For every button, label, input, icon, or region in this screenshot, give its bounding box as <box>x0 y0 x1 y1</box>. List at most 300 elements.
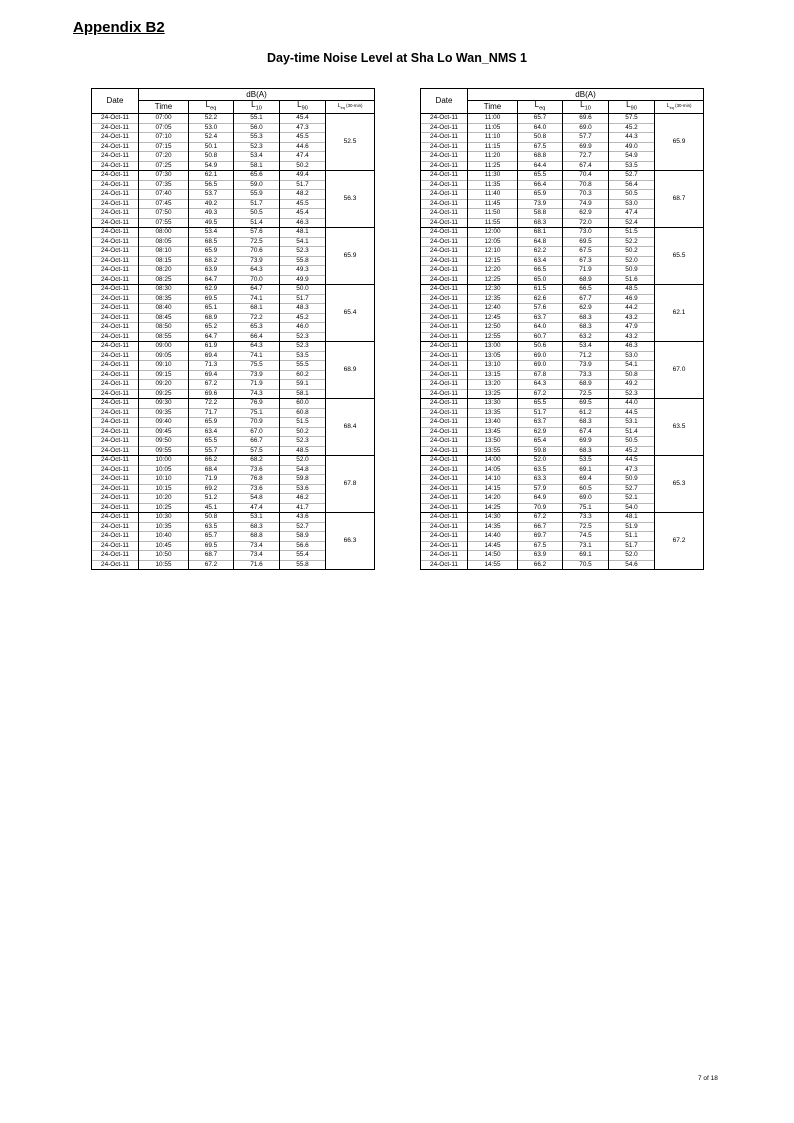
leq-cell: 49.3 <box>189 209 234 219</box>
header-unit: dB(A) <box>139 89 375 101</box>
leq-cell: 62.6 <box>518 294 563 304</box>
l10-cell: 66.5 <box>563 285 609 295</box>
date-cell: 24-Oct-11 <box>421 484 468 494</box>
l10-cell: 53.4 <box>234 152 280 162</box>
date-cell: 24-Oct-11 <box>92 399 139 409</box>
l90-cell: 52.7 <box>280 522 326 532</box>
date-cell: 24-Oct-11 <box>421 133 468 143</box>
leq-cell: 67.2 <box>189 380 234 390</box>
l10-cell: 70.8 <box>563 180 609 190</box>
l10-cell: 68.2 <box>234 456 280 466</box>
leq-cell: 69.0 <box>518 351 563 361</box>
leq-cell: 68.5 <box>189 237 234 247</box>
date-cell: 24-Oct-11 <box>92 332 139 342</box>
leq-30min-cell: 68.7 <box>655 171 704 228</box>
date-cell: 24-Oct-11 <box>421 209 468 219</box>
l90-cell: 48.5 <box>280 446 326 456</box>
time-cell: 14:55 <box>468 560 518 570</box>
l90-cell: 51.5 <box>609 228 655 238</box>
table-row <box>92 399 375 409</box>
l10-cell: 69.0 <box>563 494 609 504</box>
l10-cell: 68.3 <box>563 446 609 456</box>
time-cell: 12:00 <box>468 228 518 238</box>
l10-cell: 73.9 <box>234 370 280 380</box>
l10-cell: 68.9 <box>563 275 609 285</box>
leq-cell: 64.7 <box>189 332 234 342</box>
l10-cell: 73.4 <box>234 541 280 551</box>
l90-cell: 50.9 <box>609 266 655 276</box>
leq-cell: 67.2 <box>518 389 563 399</box>
l10-cell: 73.6 <box>234 484 280 494</box>
leq-cell: 68.9 <box>189 313 234 323</box>
l90-cell: 52.0 <box>280 456 326 466</box>
leq-cell: 67.8 <box>518 370 563 380</box>
l90-cell: 46.2 <box>280 494 326 504</box>
l90-cell: 52.1 <box>609 494 655 504</box>
l10-cell: 73.0 <box>563 228 609 238</box>
l90-cell: 50.2 <box>280 427 326 437</box>
time-cell: 10:25 <box>139 503 189 513</box>
date-cell: 24-Oct-11 <box>421 266 468 276</box>
leq-30min-cell: 67.0 <box>655 342 704 399</box>
l10-cell: 67.4 <box>563 427 609 437</box>
date-cell: 24-Oct-11 <box>92 503 139 513</box>
leq-cell: 69.4 <box>189 351 234 361</box>
date-cell: 24-Oct-11 <box>421 399 468 409</box>
l90-cell: 58.9 <box>280 532 326 542</box>
time-cell: 11:05 <box>468 123 518 133</box>
leq-cell: 64.4 <box>518 161 563 171</box>
time-cell: 10:20 <box>139 494 189 504</box>
l10-cell: 69.1 <box>563 551 609 561</box>
leq-30min-cell: 52.5 <box>326 114 375 171</box>
time-cell: 10:00 <box>139 456 189 466</box>
l90-cell: 52.4 <box>609 218 655 228</box>
l90-cell: 47.9 <box>609 323 655 333</box>
leq-cell: 63.4 <box>189 427 234 437</box>
l10-cell: 68.3 <box>563 323 609 333</box>
leq-cell: 64.8 <box>518 237 563 247</box>
l10-cell: 59.0 <box>234 180 280 190</box>
date-cell: 24-Oct-11 <box>421 351 468 361</box>
l10-cell: 72.5 <box>563 522 609 532</box>
leq-cell: 62.1 <box>189 171 234 181</box>
l90-cell: 47.3 <box>280 123 326 133</box>
time-cell: 11:10 <box>468 133 518 143</box>
l10-cell: 72.2 <box>234 313 280 323</box>
date-cell: 24-Oct-11 <box>92 190 139 200</box>
time-cell: 12:10 <box>468 247 518 257</box>
l90-cell: 50.2 <box>280 161 326 171</box>
date-cell: 24-Oct-11 <box>421 513 468 523</box>
date-cell: 24-Oct-11 <box>421 123 468 133</box>
date-cell: 24-Oct-11 <box>92 351 139 361</box>
date-cell: 24-Oct-11 <box>92 237 139 247</box>
leq-30min-cell: 65.3 <box>655 456 704 513</box>
leq-cell: 68.4 <box>189 465 234 475</box>
leq-cell: 63.5 <box>518 465 563 475</box>
time-cell: 07:00 <box>139 114 189 124</box>
leq-cell: 66.5 <box>518 266 563 276</box>
date-cell: 24-Oct-11 <box>92 484 139 494</box>
time-cell: 09:00 <box>139 342 189 352</box>
leq-cell: 50.8 <box>518 133 563 143</box>
time-cell: 11:35 <box>468 180 518 190</box>
l10-cell: 68.8 <box>234 532 280 542</box>
leq-cell: 50.8 <box>189 152 234 162</box>
l90-cell: 51.7 <box>609 541 655 551</box>
l90-cell: 54.6 <box>609 560 655 570</box>
date-cell: 24-Oct-11 <box>421 456 468 466</box>
l90-cell: 58.1 <box>280 389 326 399</box>
l10-cell: 66.7 <box>234 437 280 447</box>
l90-cell: 51.1 <box>609 532 655 542</box>
date-cell: 24-Oct-11 <box>92 370 139 380</box>
date-cell: 24-Oct-11 <box>421 361 468 371</box>
l10-cell: 68.3 <box>563 418 609 428</box>
date-cell: 24-Oct-11 <box>421 142 468 152</box>
l10-cell: 67.5 <box>563 247 609 257</box>
l10-cell: 64.7 <box>234 285 280 295</box>
date-cell: 24-Oct-11 <box>92 180 139 190</box>
time-cell: 08:15 <box>139 256 189 266</box>
l90-cell: 53.6 <box>280 484 326 494</box>
leq-cell: 65.9 <box>189 247 234 257</box>
header-l90: $L_{90}$ <box>280 101 326 114</box>
l90-cell: 45.2 <box>280 313 326 323</box>
l90-cell: 45.5 <box>280 133 326 143</box>
leq-30min-cell: 67.2 <box>655 513 704 570</box>
leq-cell: 65.5 <box>189 437 234 447</box>
leq-cell: 65.0 <box>518 275 563 285</box>
date-cell: 24-Oct-11 <box>92 465 139 475</box>
l90-cell: 45.4 <box>280 114 326 124</box>
l10-cell: 74.5 <box>563 532 609 542</box>
l90-cell: 53.5 <box>280 351 326 361</box>
header-l10: $L_{10}$ <box>234 101 280 114</box>
date-cell: 24-Oct-11 <box>421 256 468 266</box>
date-cell: 24-Oct-11 <box>421 437 468 447</box>
date-cell: 24-Oct-11 <box>421 218 468 228</box>
date-cell: 24-Oct-11 <box>92 247 139 257</box>
date-cell: 24-Oct-11 <box>92 275 139 285</box>
l90-cell: 55.8 <box>280 256 326 266</box>
date-cell: 24-Oct-11 <box>421 199 468 209</box>
time-cell: 12:40 <box>468 304 518 314</box>
date-cell: 24-Oct-11 <box>421 294 468 304</box>
table-row <box>92 342 375 352</box>
leq-cell: 66.7 <box>518 522 563 532</box>
l10-cell: 73.9 <box>563 361 609 371</box>
time-cell: 08:30 <box>139 285 189 295</box>
l10-cell: 55.3 <box>234 133 280 143</box>
header-l90: $L_{90}$ <box>609 101 655 114</box>
time-cell: 14:10 <box>468 475 518 485</box>
leq-cell: 50.6 <box>518 342 563 352</box>
date-cell: 24-Oct-11 <box>92 142 139 152</box>
l90-cell: 44.2 <box>609 304 655 314</box>
header-date: Date <box>421 89 468 114</box>
leq-cell: 53.7 <box>189 190 234 200</box>
leq-cell: 53.4 <box>189 228 234 238</box>
l10-cell: 69.0 <box>563 123 609 133</box>
l90-cell: 59.8 <box>280 475 326 485</box>
l90-cell: 48.3 <box>280 304 326 314</box>
time-cell: 13:05 <box>468 351 518 361</box>
table-row <box>421 171 704 181</box>
table-body-right <box>421 114 704 570</box>
leq-cell: 49.5 <box>189 218 234 228</box>
time-cell: 13:30 <box>468 399 518 409</box>
time-cell: 10:50 <box>139 551 189 561</box>
table-row <box>92 228 375 238</box>
date-cell: 24-Oct-11 <box>92 560 139 570</box>
l10-cell: 72.5 <box>234 237 280 247</box>
table-row <box>421 285 704 295</box>
leq-cell: 60.7 <box>518 332 563 342</box>
table-row <box>421 114 704 124</box>
leq-cell: 51.7 <box>518 408 563 418</box>
time-cell: 12:35 <box>468 294 518 304</box>
leq-cell: 67.5 <box>518 142 563 152</box>
leq-cell: 68.7 <box>189 551 234 561</box>
l90-cell: 52.7 <box>609 171 655 181</box>
time-cell: 12:20 <box>468 266 518 276</box>
l90-cell: 50.5 <box>609 190 655 200</box>
leq-cell: 63.9 <box>518 551 563 561</box>
time-cell: 12:05 <box>468 237 518 247</box>
date-cell: 24-Oct-11 <box>92 427 139 437</box>
noise-table-right <box>420 88 704 570</box>
l90-cell: 45.2 <box>609 446 655 456</box>
leq-30min-cell: 65.9 <box>326 228 375 285</box>
l90-cell: 51.9 <box>609 522 655 532</box>
l10-cell: 69.9 <box>563 142 609 152</box>
time-cell: 11:55 <box>468 218 518 228</box>
l10-cell: 64.3 <box>234 266 280 276</box>
l10-cell: 56.0 <box>234 123 280 133</box>
date-cell: 24-Oct-11 <box>92 361 139 371</box>
time-cell: 13:50 <box>468 437 518 447</box>
l10-cell: 70.6 <box>234 247 280 257</box>
leq-cell: 63.5 <box>189 522 234 532</box>
l90-cell: 56.6 <box>280 541 326 551</box>
time-cell: 13:45 <box>468 427 518 437</box>
l90-cell: 44.6 <box>280 142 326 152</box>
l10-cell: 74.1 <box>234 294 280 304</box>
l10-cell: 51.4 <box>234 218 280 228</box>
leq-cell: 59.8 <box>518 446 563 456</box>
header-leq: $L_{eq}$ <box>189 101 234 114</box>
l10-cell: 73.3 <box>563 370 609 380</box>
time-cell: 07:15 <box>139 142 189 152</box>
time-cell: 09:55 <box>139 446 189 456</box>
time-cell: 08:55 <box>139 332 189 342</box>
time-cell: 07:20 <box>139 152 189 162</box>
l10-cell: 64.3 <box>234 342 280 352</box>
header-unit: dB(A) <box>468 89 704 101</box>
leq-cell: 69.6 <box>189 389 234 399</box>
l90-cell: 51.7 <box>280 294 326 304</box>
leq-cell: 73.9 <box>518 199 563 209</box>
l10-cell: 68.9 <box>563 380 609 390</box>
leq-30min-cell: 65.4 <box>326 285 375 342</box>
l10-cell: 69.9 <box>563 437 609 447</box>
time-cell: 10:05 <box>139 465 189 475</box>
leq-cell: 63.7 <box>518 313 563 323</box>
l10-cell: 55.9 <box>234 190 280 200</box>
time-cell: 14:15 <box>468 484 518 494</box>
leq-cell: 52.4 <box>189 133 234 143</box>
date-cell: 24-Oct-11 <box>421 190 468 200</box>
time-cell: 10:10 <box>139 475 189 485</box>
l90-cell: 48.1 <box>609 513 655 523</box>
time-cell: 14:05 <box>468 465 518 475</box>
l90-cell: 50.9 <box>609 475 655 485</box>
l10-cell: 71.6 <box>234 560 280 570</box>
time-cell: 09:50 <box>139 437 189 447</box>
time-cell: 09:35 <box>139 408 189 418</box>
time-cell: 09:05 <box>139 351 189 361</box>
l10-cell: 67.0 <box>234 427 280 437</box>
leq-cell: 65.5 <box>518 399 563 409</box>
leq-cell: 63.9 <box>189 266 234 276</box>
l90-cell: 53.1 <box>609 418 655 428</box>
l10-cell: 71.9 <box>563 266 609 276</box>
l90-cell: 52.3 <box>280 247 326 257</box>
l90-cell: 52.3 <box>280 342 326 352</box>
l90-cell: 52.7 <box>609 484 655 494</box>
l10-cell: 69.5 <box>563 399 609 409</box>
l10-cell: 73.9 <box>234 256 280 266</box>
leq-cell: 68.1 <box>518 228 563 238</box>
l10-cell: 70.5 <box>563 560 609 570</box>
l10-cell: 60.5 <box>563 484 609 494</box>
date-cell: 24-Oct-11 <box>421 323 468 333</box>
leq-cell: 69.5 <box>189 541 234 551</box>
leq-cell: 67.5 <box>518 541 563 551</box>
l10-cell: 67.7 <box>563 294 609 304</box>
date-cell: 24-Oct-11 <box>421 313 468 323</box>
l90-cell: 52.0 <box>609 256 655 266</box>
leq-cell: 68.2 <box>189 256 234 266</box>
time-cell: 07:55 <box>139 218 189 228</box>
time-cell: 14:25 <box>468 503 518 513</box>
date-cell: 24-Oct-11 <box>421 389 468 399</box>
date-cell: 24-Oct-11 <box>92 389 139 399</box>
date-cell: 24-Oct-11 <box>421 152 468 162</box>
l10-cell: 67.3 <box>563 256 609 266</box>
l10-cell: 75.1 <box>234 408 280 418</box>
leq-cell: 52.0 <box>518 456 563 466</box>
l10-cell: 52.3 <box>234 142 280 152</box>
table-row <box>421 228 704 238</box>
date-cell: 24-Oct-11 <box>421 228 468 238</box>
l10-cell: 54.8 <box>234 494 280 504</box>
header-time: Time <box>468 101 518 114</box>
leq-cell: 66.2 <box>518 560 563 570</box>
l10-cell: 57.7 <box>563 133 609 143</box>
l90-cell: 51.7 <box>280 180 326 190</box>
l10-cell: 53.4 <box>563 342 609 352</box>
leq-cell: 66.4 <box>518 180 563 190</box>
l90-cell: 57.5 <box>609 114 655 124</box>
leq-cell: 71.7 <box>189 408 234 418</box>
leq-cell: 65.9 <box>189 418 234 428</box>
leq-cell: 56.5 <box>189 180 234 190</box>
leq-30min-cell: 65.9 <box>655 114 704 171</box>
date-cell: 24-Oct-11 <box>421 408 468 418</box>
date-cell: 24-Oct-11 <box>421 161 468 171</box>
date-cell: 24-Oct-11 <box>421 285 468 295</box>
time-cell: 08:50 <box>139 323 189 333</box>
table-row <box>421 513 704 523</box>
page-title: Day-time Noise Level at Sha Lo Wan_NMS 1 <box>266 51 528 65</box>
leq-cell: 71.3 <box>189 361 234 371</box>
time-cell: 12:30 <box>468 285 518 295</box>
l90-cell: 47.3 <box>609 465 655 475</box>
l90-cell: 50.5 <box>609 437 655 447</box>
l90-cell: 49.0 <box>609 142 655 152</box>
date-cell: 24-Oct-11 <box>421 446 468 456</box>
time-cell: 07:30 <box>139 171 189 181</box>
date-cell: 24-Oct-11 <box>421 247 468 257</box>
l90-cell: 46.9 <box>609 294 655 304</box>
header-l10: $L_{10}$ <box>563 101 609 114</box>
date-cell: 24-Oct-11 <box>421 541 468 551</box>
date-cell: 24-Oct-11 <box>421 332 468 342</box>
l90-cell: 60.2 <box>280 370 326 380</box>
time-cell: 09:25 <box>139 389 189 399</box>
table-row <box>92 456 375 466</box>
l90-cell: 43.6 <box>280 513 326 523</box>
time-cell: 12:25 <box>468 275 518 285</box>
l10-cell: 62.9 <box>563 209 609 219</box>
date-cell: 24-Oct-11 <box>92 418 139 428</box>
date-cell: 24-Oct-11 <box>92 161 139 171</box>
l90-cell: 48.5 <box>609 285 655 295</box>
date-cell: 24-Oct-11 <box>92 522 139 532</box>
date-cell: 24-Oct-11 <box>421 342 468 352</box>
date-cell: 24-Oct-11 <box>92 437 139 447</box>
l90-cell: 60.8 <box>280 408 326 418</box>
time-cell: 07:45 <box>139 199 189 209</box>
time-cell: 11:20 <box>468 152 518 162</box>
date-cell: 24-Oct-11 <box>92 408 139 418</box>
leq-cell: 67.2 <box>189 560 234 570</box>
l90-cell: 46.0 <box>280 323 326 333</box>
date-cell: 24-Oct-11 <box>92 380 139 390</box>
date-cell: 24-Oct-11 <box>92 446 139 456</box>
l10-cell: 73.3 <box>563 513 609 523</box>
leq-cell: 64.9 <box>518 494 563 504</box>
date-cell: 24-Oct-11 <box>92 313 139 323</box>
l90-cell: 44.0 <box>609 399 655 409</box>
l10-cell: 61.2 <box>563 408 609 418</box>
l90-cell: 60.0 <box>280 399 326 409</box>
l10-cell: 73.6 <box>234 465 280 475</box>
header-leq: $L_{eq}$ <box>518 101 563 114</box>
time-cell: 14:40 <box>468 532 518 542</box>
l90-cell: 50.0 <box>280 285 326 295</box>
l10-cell: 69.4 <box>563 475 609 485</box>
leq-cell: 65.7 <box>189 532 234 542</box>
leq-30min-cell: 66.3 <box>326 513 375 570</box>
l10-cell: 71.2 <box>563 351 609 361</box>
time-cell: 08:25 <box>139 275 189 285</box>
time-cell: 07:50 <box>139 209 189 219</box>
page-number: 7 of 18 <box>698 1075 718 1082</box>
